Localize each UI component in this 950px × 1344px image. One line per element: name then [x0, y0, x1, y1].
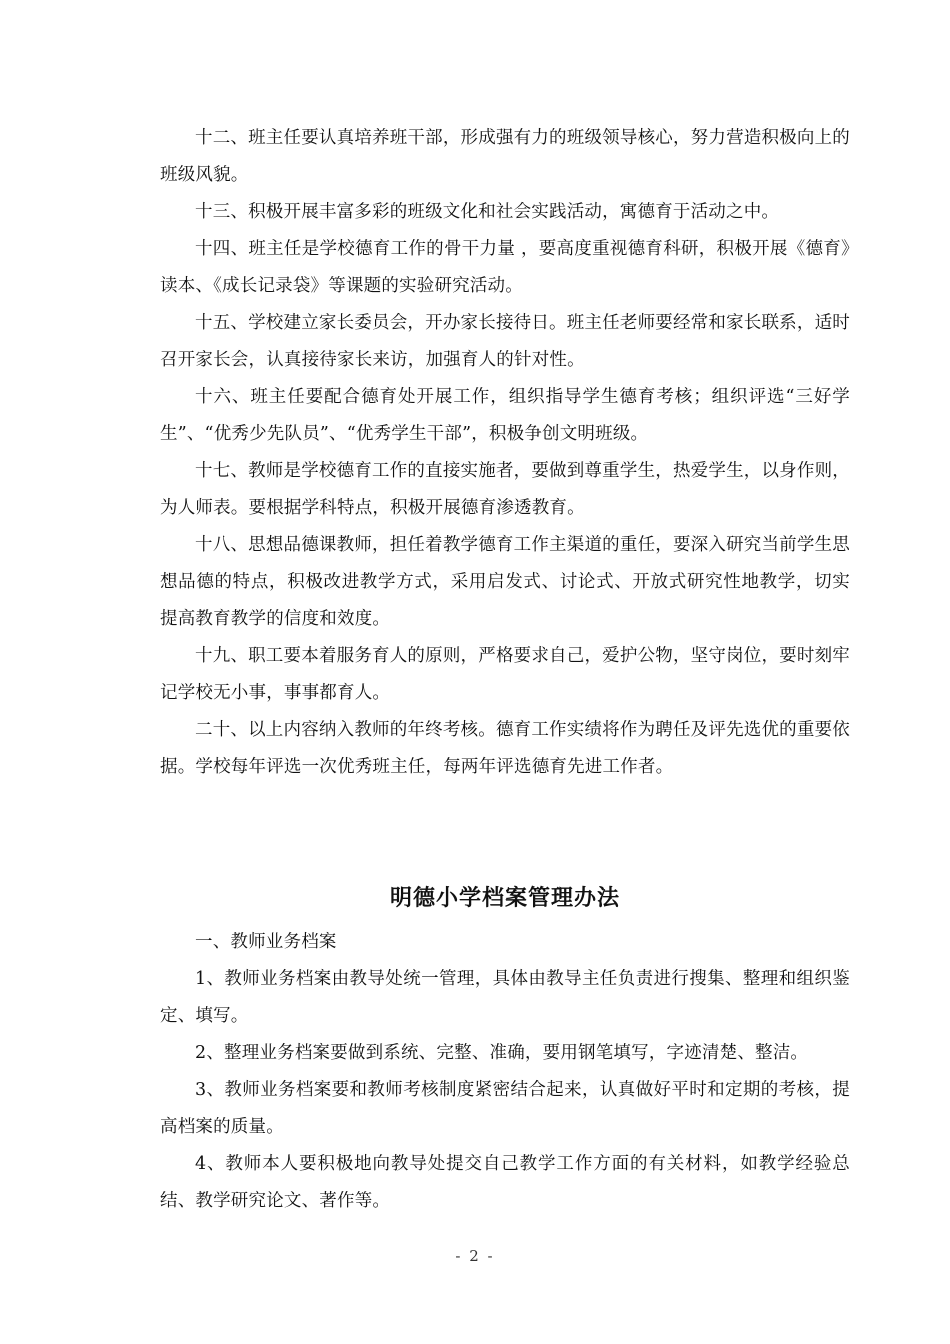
- rule-paragraph: 二十、以上内容纳入教师的年终考核。德育工作实绩将作为聘任及评先选优的重要依据。学校每年评选一次优秀班主任，每两年评选德育先进工作者。: [160, 720, 850, 777]
- rules-block: [160, 120, 850, 786]
- rule-paragraph: 十二、班主任要认真培养班干部，形成强有力的班级领导核心，努力营造积极向上的班级风貌。: [160, 128, 850, 185]
- archive-paragraph: 2、整理业务档案要做到系统、完整、准确，要用钢笔填写，字迹清楚、整洁。: [195, 1043, 809, 1063]
- rule-paragraph: 十九、职工要本着服务育人的原则，严格要求自己，爱护公物，坚守岗位，要时刻牢记学校无小事，事事都育人。: [160, 646, 850, 703]
- archive-paragraph: 4、教师本人要积极地向教导处提交自己教学工作方面的有关材料，如教学经验总结、教学研究论文、著作等。: [160, 1154, 850, 1211]
- section-heading: 一、教师业务档案: [195, 932, 337, 952]
- rule-paragraph: 十七、教师是学校德育工作的直接实施者，要做到尊重学生，热爱学生，以身作则，为人师表。要根据学科特点，积极开展德育渗透教育。: [160, 461, 850, 518]
- rule-paragraph: 十三、积极开展丰富多彩的班级文化和社会实践活动，寓德育于活动之中。: [195, 202, 780, 222]
- archive-rules-block: [160, 924, 850, 1220]
- section-title: 明德小学档案管理办法: [389, 885, 620, 911]
- rule-paragraph: 十五、学校建立家长委员会，开办家长接待日。班主任老师要经常和家长联系，适时召开家长会，认真接待家长来访，加强育人的针对性。: [160, 313, 850, 370]
- archive-paragraph: 3、教师业务档案要和教师考核制度紧密结合起来，认真做好平时和定期的考核，提高档案的质量。: [160, 1080, 850, 1137]
- rule-paragraph: 十八、思想品德课教师，担任着教学德育工作主渠道的重任，要深入研究当前学生思想品德的特点，积极改进教学方式，采用启发式、讨论式、开放式研究性地教学，切实提高教育教学的信度和效度。: [160, 535, 850, 629]
- page-number: - 2 -: [455, 1247, 495, 1265]
- archive-paragraph: 1、教师业务档案由教导处统一管理，具体由教导主任负责进行搜集、整理和组织鉴定、填写。: [160, 969, 850, 1026]
- rule-paragraph: 十四、班主任是学校德育工作的骨干力量 ，要高度重视德育科研，积极开展《德育》读本、《成长记录袋》等课题的实验研究活动。: [160, 239, 850, 296]
- rule-paragraph: 十六、班主任要配合德育处开展工作，组织指导学生德育考核；组织评选“三好学生”、“优秀少先队员”、“优秀学生干部”，积极争创文明班级。: [160, 387, 850, 444]
